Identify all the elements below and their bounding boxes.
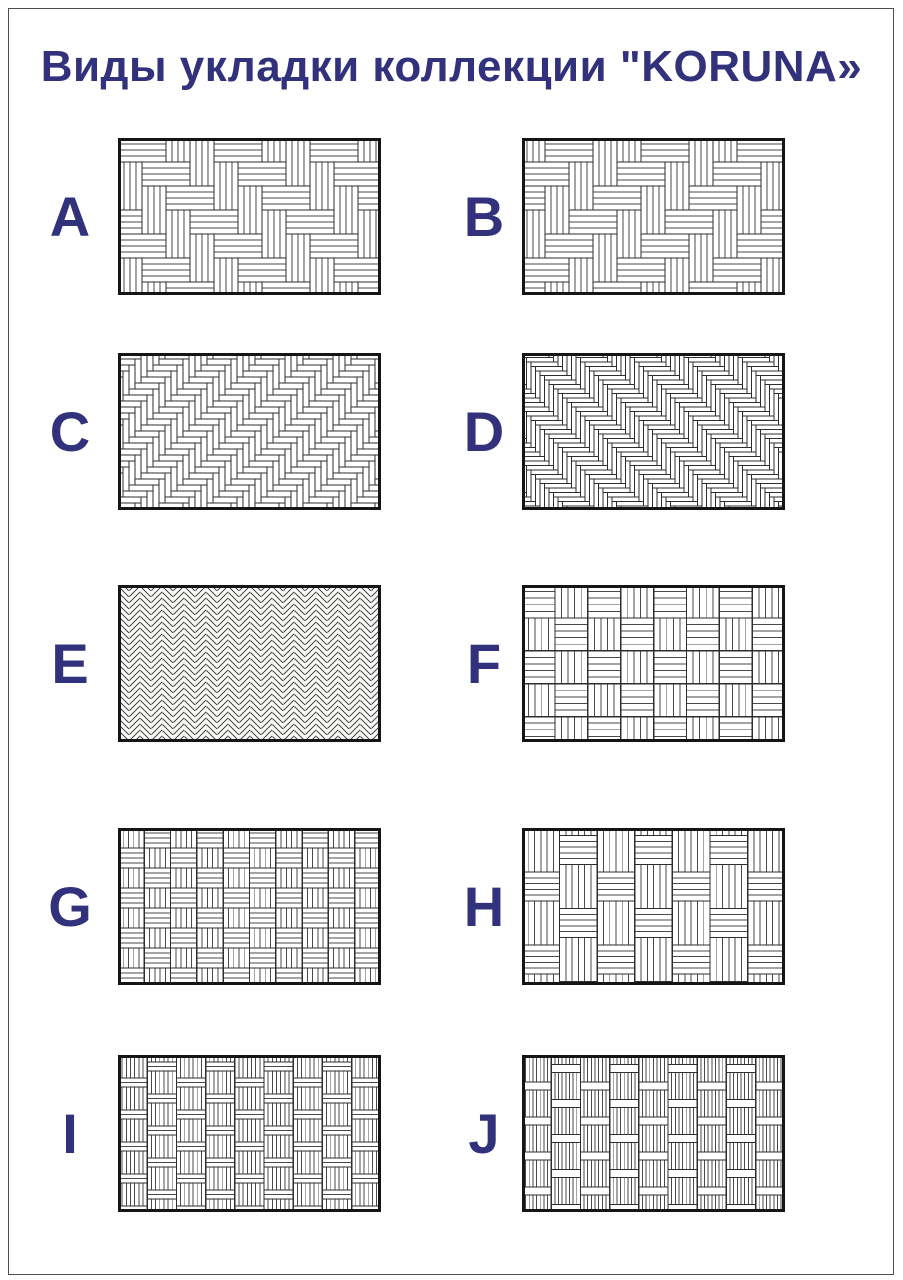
pattern-label-h: H [463, 875, 505, 938]
pattern-swatch-j [522, 1055, 785, 1212]
pattern-label-e: E [51, 632, 89, 695]
pattern-swatch-f [522, 585, 785, 742]
pattern-label-i: I [62, 1102, 78, 1165]
pattern-label-f: F [466, 632, 502, 695]
pattern-label-j: J [468, 1102, 500, 1165]
pattern-label-a: A [49, 185, 91, 248]
pattern-label-c: C [49, 400, 91, 463]
pattern-swatch-c [118, 353, 381, 510]
pattern-swatch-e [118, 585, 381, 742]
pattern-swatch-d [522, 353, 785, 510]
pattern-label-b: B [463, 185, 505, 248]
pattern-swatch-h [522, 828, 785, 985]
pattern-swatch-b [522, 138, 785, 295]
pattern-swatch-g [118, 828, 381, 985]
pattern-swatch-a [118, 138, 381, 295]
pattern-label-d: D [463, 400, 505, 463]
pattern-swatch-i [118, 1055, 381, 1212]
pattern-label-g: G [48, 875, 92, 938]
page-title: Виды укладки коллекции "KORUNA» [40, 42, 863, 91]
